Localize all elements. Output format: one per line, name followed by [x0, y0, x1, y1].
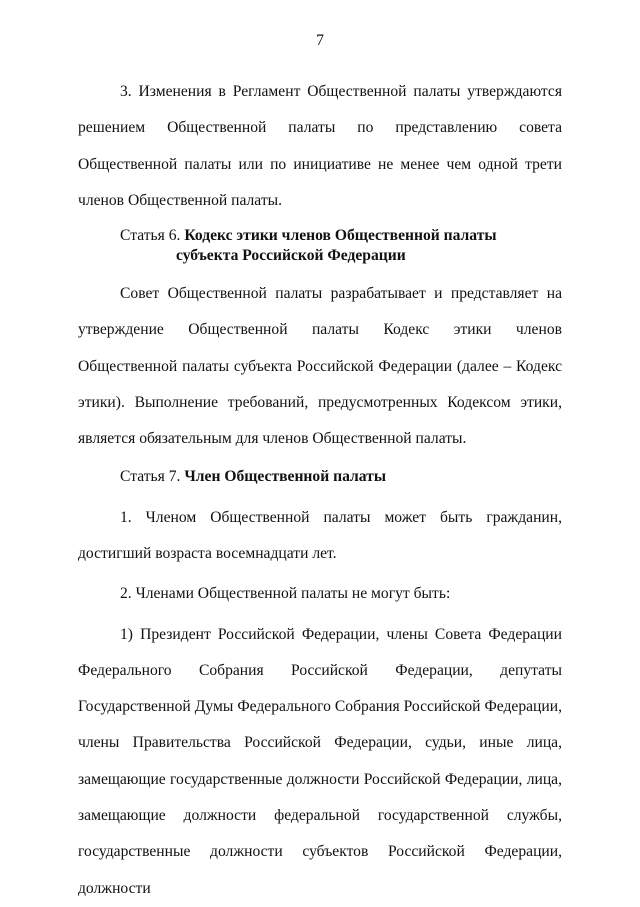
paragraph-ineligible-members: 2. Членами Общественной палаты не могут быть:	[120, 585, 451, 603]
article-7-heading-line	[120, 467, 562, 487]
article-7-number: Статья 7.	[120, 467, 181, 485]
article-6-heading-line1	[120, 226, 562, 246]
page-number: 7	[316, 32, 324, 49]
article-7-heading	[78, 467, 562, 487]
article-6-title-line1: Кодекс этики членов Общественной палаты	[184, 227, 497, 245]
paragraph-regulation-changes: 3. Изменения в Регламент Общественной палаты утверждаются решением Общественной палаты по представлению совета Общественной палаты или по инициативе не менее чем одной трети членов Общественной палаты.	[78, 83, 562, 209]
article-6-heading-line2	[120, 246, 562, 266]
article-7-title: Член Общественной палаты	[184, 467, 386, 485]
paragraph-ethics-code: Совет Общественной палаты разрабатывает и представляет на утверждение Общественной палаты Кодекс этики членов Общественной палаты субъекта Российской Федерации (далее – Кодекс этики). Выполнение требований, предусмотренных Кодексом этики, является обязательным для членов Общественной палаты.	[78, 285, 562, 448]
article-6-number: Статья 6.	[120, 227, 181, 245]
paragraph-ineligible-list-item-1: 1) Президент Российской Федерации, члены Совета Федерации Федерального Собрания Российской Федерации, депутаты Государственной Думы Федерального Собрания Российской Федерации, члены Правительства Российской Федерации, судьи, иные лица, замещающие государственные должности Российской Федерации, лица, замещающие должности федеральной государственной службы, государственные должности субъектов Российской Федерации, должности	[78, 625, 562, 897]
article-6-heading	[78, 226, 562, 266]
document-body	[78, 74, 562, 907]
article-6-title-line2: субъекта Российской Федерации	[176, 247, 406, 265]
paragraph-member-age: 1. Членом Общественной палаты может быть гражданин, достигший возраста восемнадцати лет.	[78, 508, 562, 562]
